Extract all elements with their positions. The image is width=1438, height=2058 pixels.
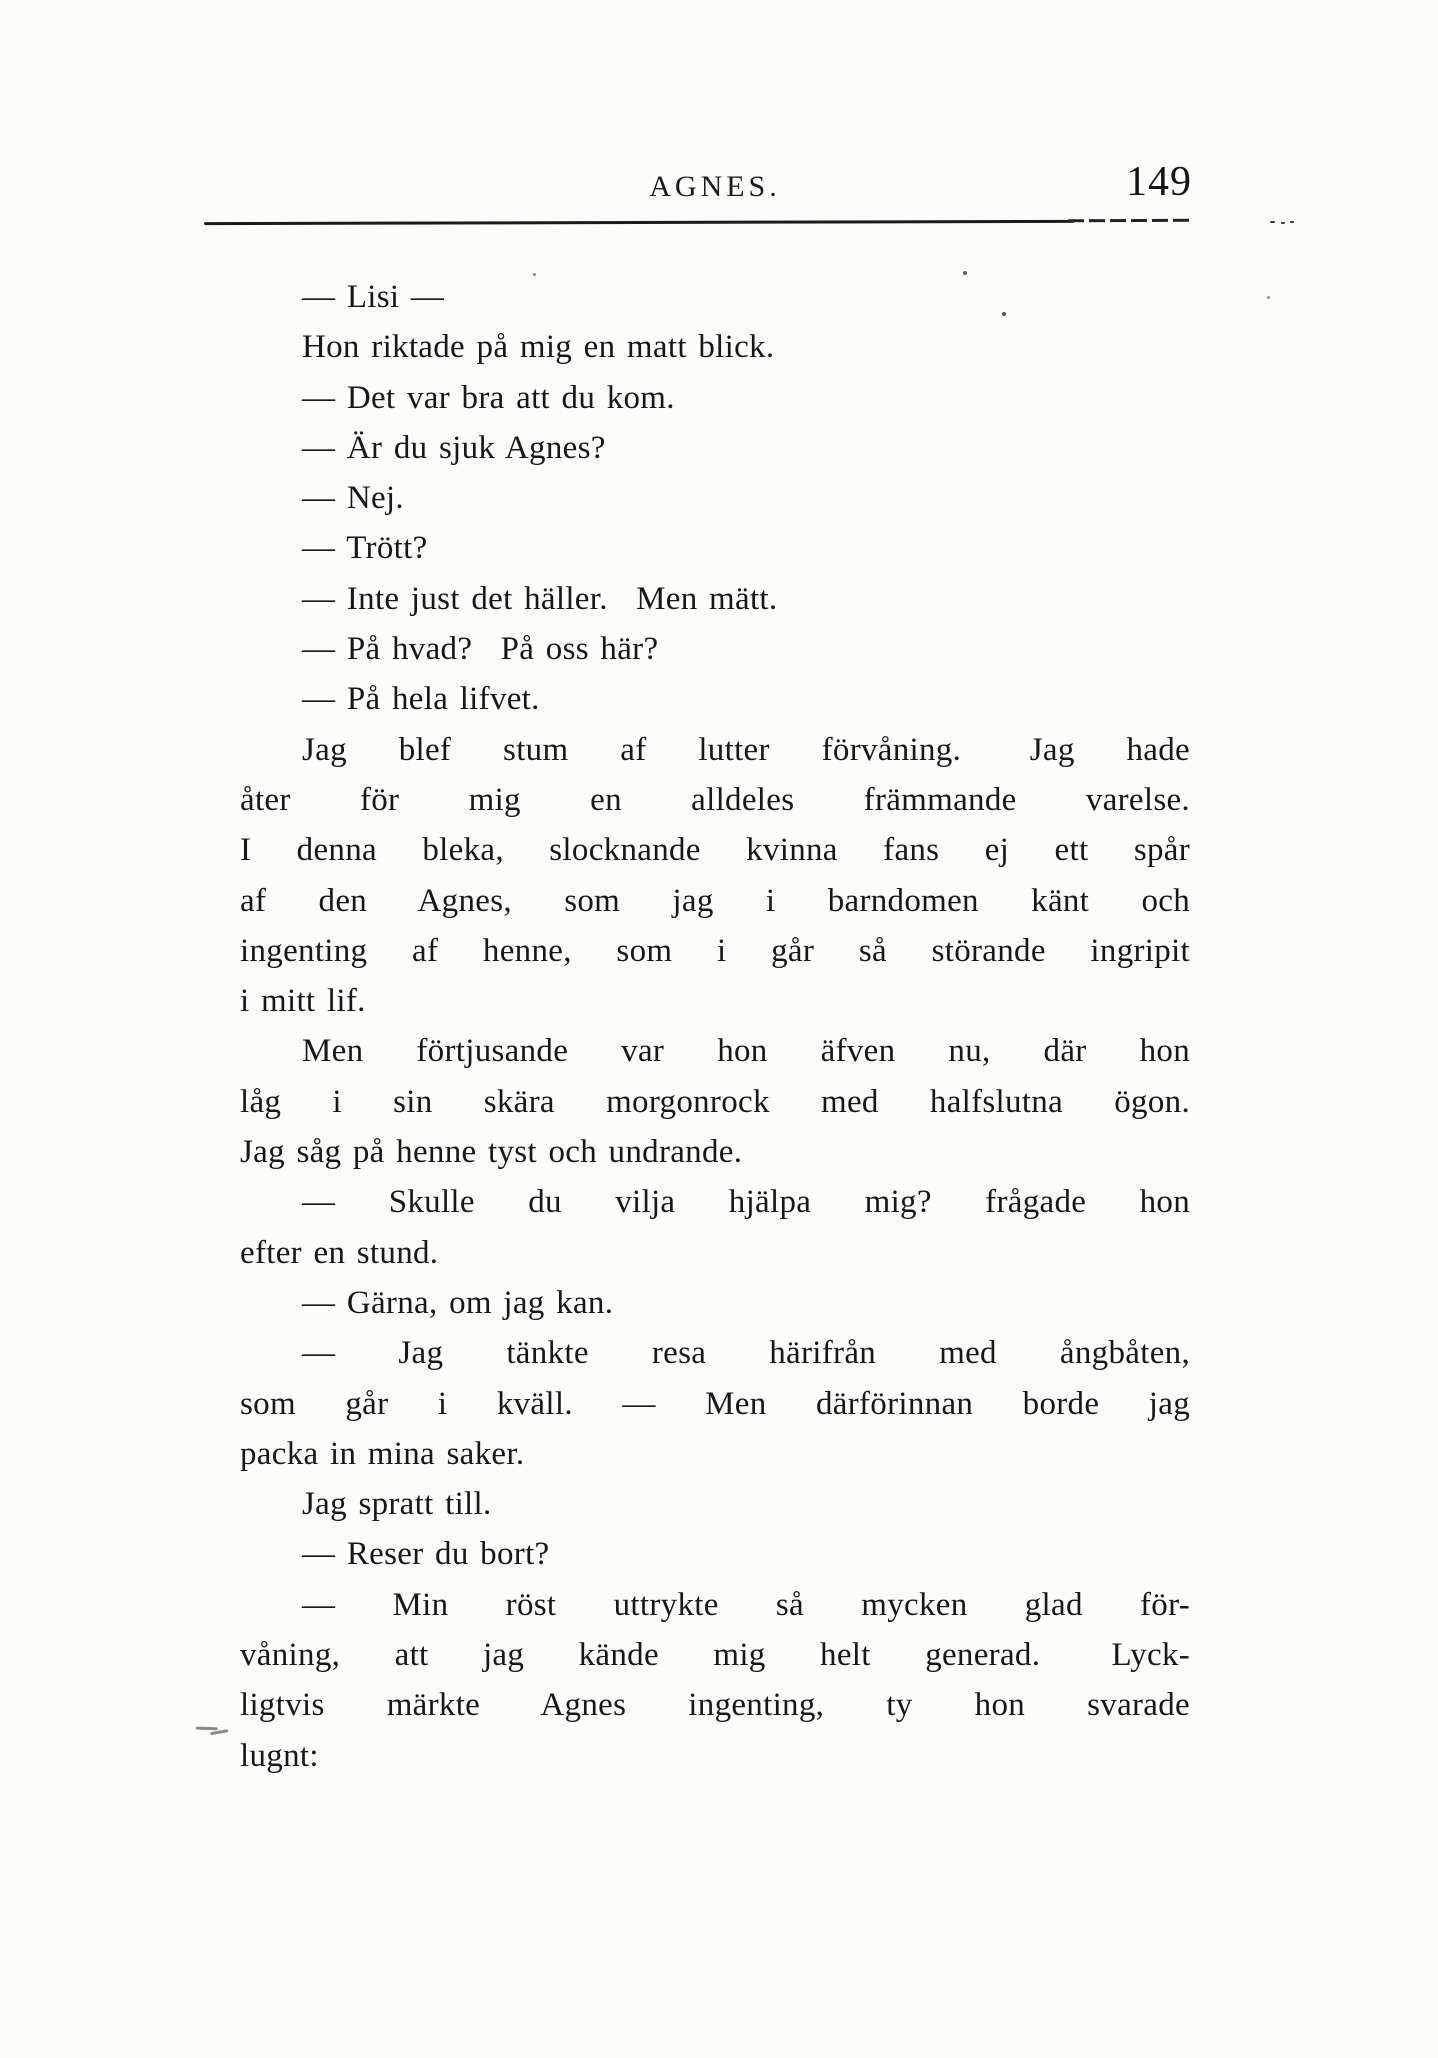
text-line: — På hvad? På oss här? [302,631,659,668]
ink-speck [1002,312,1006,316]
text-line: låg i sin skära morgonrock med halfslutna ögon. [240,1083,1190,1120]
text-line: — Lisi — [302,279,445,315]
text-line: — På hela lifvet. [302,681,540,718]
text-line: — Trött? [302,530,428,567]
text-line: efter en stund. [240,1234,439,1271]
rule-dot [1270,221,1275,223]
text-line: — Min röst uttrykte så mycken glad för- [302,1586,1190,1623]
text-line: — Det var bra att du kom. [302,379,675,416]
header-rule-tail [1068,219,1192,222]
text-line: i mitt lif. [240,983,366,1020]
rule-dot [1281,222,1285,224]
text-line: — Jag tänkte resa härifrån med ångbåten, [302,1335,1190,1372]
ink-speck [533,273,536,276]
text-line: — Inte just det häller. Men mätt. [302,580,778,617]
text-line: våning, att jag kände mig helt generad. Lyck- [240,1637,1190,1674]
text-line: packa in mina saker. [240,1435,525,1472]
page-number: 149 [1126,159,1192,205]
text-line: åter för mig en alldeles främmande varelse. [240,781,1190,818]
text-block [240,272,1190,1781]
text-line: Men förtjusande var hon äfven nu, där hon [302,1033,1190,1070]
text-line: Jag såg på henne tyst och undrande. [240,1134,743,1171]
text-line: som går i kväll. — Men därförinnan borde jag [240,1385,1190,1422]
text-line: — Är du sjuk Agnes? [302,429,606,466]
text-line: I denna bleka, slocknande kvinna fans ej ett spår [240,832,1190,869]
text-line: — Skulle du vilja hjälpa mig? frågade hon [302,1184,1190,1221]
text-line: — Nej. [302,480,404,517]
margin-smudge [195,1720,236,1740]
text-line: lugnt: [240,1737,319,1774]
text-line: — Gärna, om jag kan. [302,1284,614,1321]
running-header [240,170,1190,204]
rule-dot [1290,221,1294,223]
text-line: ingenting af henne, som i går så störande ingripit [240,932,1190,969]
text-line: ligtvis märkte Agnes ingenting, ty hon svarade [240,1687,1190,1724]
ink-speck [1267,296,1270,299]
header-title: AGNES. [649,170,781,203]
text-line: Jag spratt till. [302,1486,492,1523]
text-line: — Reser du bort? [302,1536,550,1573]
text-line: af den Agnes, som jag i barndomen känt och [240,882,1190,919]
header-rule [204,220,1074,225]
ink-speck [963,271,967,275]
text-line: Jag blef stum af lutter förvåning. Jag hade [302,731,1190,768]
text-line: Hon riktade på mig en matt blick. [302,329,775,366]
